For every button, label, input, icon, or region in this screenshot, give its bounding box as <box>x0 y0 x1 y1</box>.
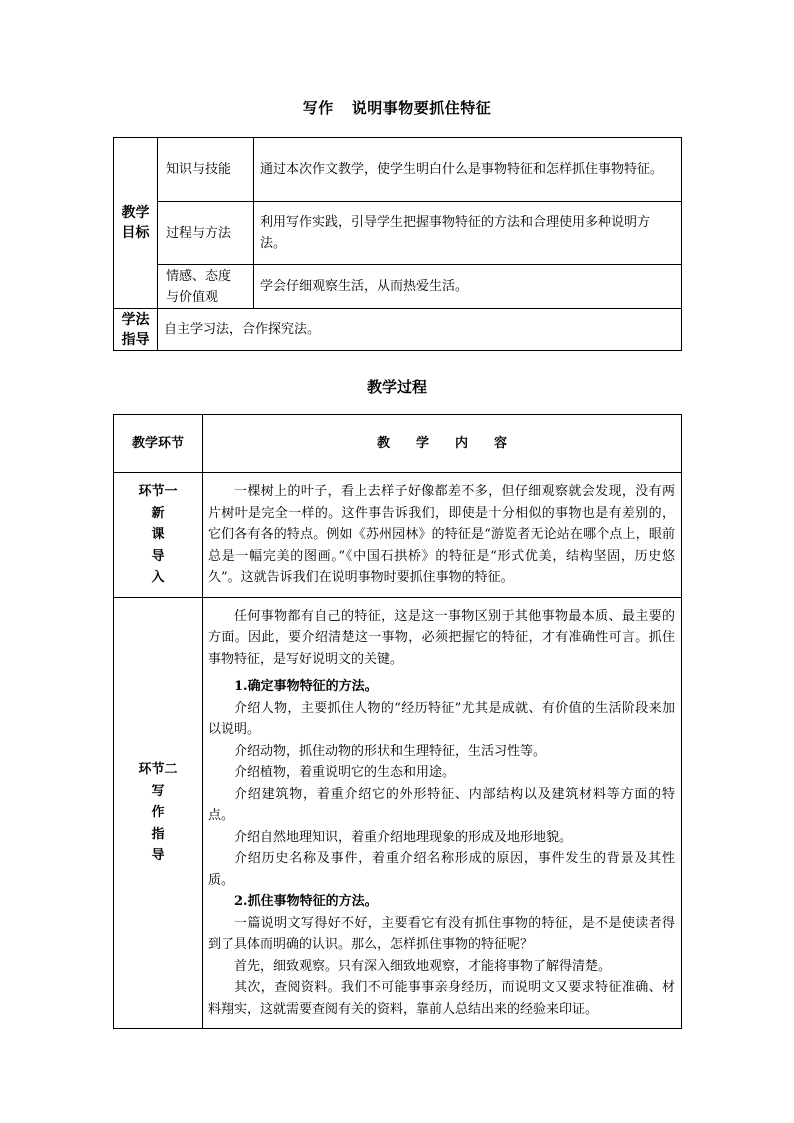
stage-cell: 环节二 写 作 指 导 <box>114 597 203 1029</box>
paragraph: 任何事物都有自己的特征，这是这一事物区别于其他事物最本质、最主要的方面。因此，要介绍清楚这一事物，必须把握它的特征，才有准确性可言。抓住事物特征，是写好说明文的关键。 <box>208 608 675 667</box>
paragraph: 一棵树上的叶子，看上去样子好像都差不多，但仔细观察就会发现，没有两片树叶是完全一样的。这件事告诉我们，即使是十分相似的事物也是有差别的，它们各有各的特点。例如《苏州园林》的特征是“游览者无论站在哪个点上，眼前总是一幅完美的图画。”《中国石拱桥》的特征是“形式优美，结构坚固，历史悠久”。这就告诉我们在说明事物时要抓住事物的特征。 <box>208 484 675 585</box>
paragraph: 介绍历史名称及事件，着重介绍名称形成的原因，事件发生的背景及其性质。 <box>208 851 675 888</box>
objective-text: 利用写作实践，引导学生把握事物特征的方法和合理使用多种说明方法。 <box>254 202 682 265</box>
objective-label: 过程与方法 <box>158 202 254 265</box>
subheading: 1.确定事物特征的方法。 <box>234 679 378 694</box>
paragraph: 介绍人物，主要抓住人物的“经历特征”尤其是成就、有价值的生活阶段来加以说明。 <box>208 700 675 737</box>
paragraph: 介绍建筑物，着重介绍它的外形特征、内部结构以及建筑材料等方面的特点。 <box>208 786 675 823</box>
stage-cell: 环节一 新 课 导 入 <box>114 473 203 598</box>
process-title: 教学过程 <box>366 378 427 396</box>
subheading: 2.抓住事物特征的方法。 <box>234 894 378 909</box>
paragraph: 首先，细致观察。只有深入细致地观察，才能将事物了解得清楚。 <box>234 958 612 974</box>
objective-text: 学会仔细观察生活，从而热爱生活。 <box>254 265 682 309</box>
stage-content <box>203 597 682 1029</box>
stage-content <box>203 473 682 598</box>
paragraph: 介绍植物，着重说明它的生态和用途。 <box>234 765 456 780</box>
objective-label: 知识与技能 <box>158 138 254 202</box>
objective-label: 情感、态度 与价值观 <box>158 265 254 309</box>
method-text: 自主学习法，合作探究法。 <box>158 309 682 351</box>
page-title: 写作 说明事物要抓住特征 <box>302 99 492 117</box>
method-header: 学法 指导 <box>114 309 158 351</box>
objective-text: 通过本次作文教学，使学生明白什么是事物特征和怎样抓住事物特征。 <box>254 138 682 202</box>
content-column-header: 教学内容 <box>203 415 682 473</box>
paragraph: 其次，查阅资料。我们不可能事事亲身经历，而说明文又要求特征准确、材料翔实，这就需要查阅有关的资料，靠前人总结出来的经验来印证。 <box>208 980 675 1017</box>
goal-header: 教学 目标 <box>114 138 158 309</box>
paragraph: 介绍动物，抓住动物的形状和生理特征，生活习性等。 <box>234 743 547 759</box>
process-table <box>113 414 682 1029</box>
paragraph: 一篇说明文写得好不好，主要看它有没有抓住事物的特征，是不是使读者得到了具体而明确的认识。那么，怎样抓住事物的特征呢？ <box>208 915 675 952</box>
stage-column-header: 教学环节 <box>114 415 203 473</box>
objectives-table <box>113 137 682 351</box>
paragraph: 介绍自然地理知识，着重介绍地理现象的形成及地形地貌。 <box>234 829 573 845</box>
